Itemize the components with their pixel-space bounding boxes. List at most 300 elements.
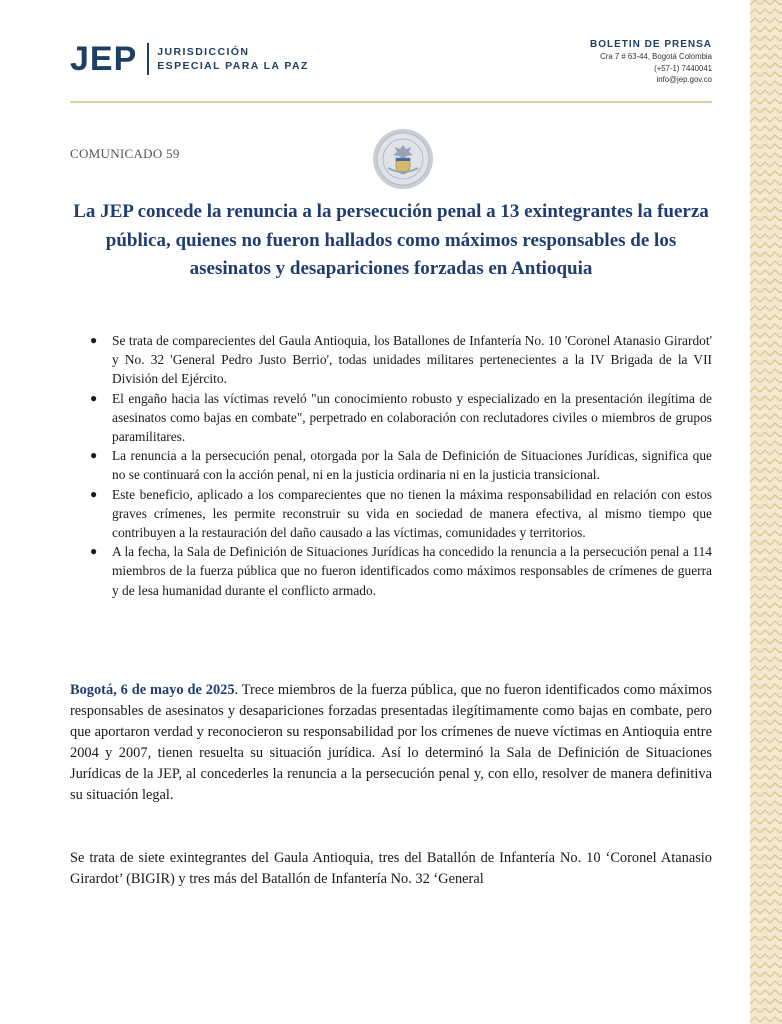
chevron-mark	[750, 36, 760, 41]
chevron-mark	[750, 648, 760, 653]
contact-block	[590, 38, 712, 86]
chevron-mark	[760, 72, 770, 77]
chevron-mark	[760, 639, 770, 644]
chevron-mark	[760, 990, 770, 995]
bullet-dot-icon: ●	[90, 448, 98, 463]
chevron-mark	[760, 180, 770, 185]
chevron-mark	[750, 774, 760, 779]
chevron-mark	[750, 666, 760, 671]
chevron-mark	[770, 450, 780, 455]
chevron-mark	[750, 837, 760, 842]
chevron-mark	[750, 333, 760, 338]
chevron-mark	[760, 612, 770, 617]
chevron-mark	[760, 891, 770, 896]
chevron-mark	[770, 477, 780, 482]
chevron-mark	[770, 999, 780, 1004]
logo-divider	[147, 43, 149, 75]
chevron-mark	[770, 108, 780, 113]
chevron-mark	[760, 792, 770, 797]
chevron-mark	[750, 468, 760, 473]
chevron-mark	[770, 666, 780, 671]
chevron-mark	[760, 108, 770, 113]
chevron-mark	[750, 207, 760, 212]
chevron-mark	[750, 729, 760, 734]
chevron-mark	[770, 936, 780, 941]
chevron-mark	[770, 1008, 780, 1013]
chevron-mark	[760, 441, 770, 446]
chevron-mark	[770, 18, 780, 23]
chevron-mark	[750, 819, 760, 824]
chevron-mark	[750, 927, 760, 932]
chevron-mark	[750, 9, 760, 14]
chevron-mark	[770, 846, 780, 851]
chevron-mark	[770, 423, 780, 428]
chevron-mark	[750, 702, 760, 707]
chevron-mark	[760, 648, 770, 653]
chevron-mark	[760, 495, 770, 500]
chevron-mark	[760, 711, 770, 716]
chevron-mark	[770, 387, 780, 392]
chevron-mark	[760, 675, 770, 680]
chevron-mark	[750, 423, 760, 428]
chevron-mark	[770, 144, 780, 149]
bullet-text: Este beneficio, aplicado a los comparecientes que no tienen la máxima responsabilidad en relación con estos graves crímenes, les permite reconstruir su vida en sociedad de manera efectiva, al mismo tiempo que contribuyen a la restauración del daño causado a las víctimas, comunidades y territorios.	[112, 486, 712, 541]
chevron-mark	[760, 279, 770, 284]
chevron-mark	[750, 414, 760, 419]
chevron-mark	[770, 297, 780, 302]
chevron-mark	[760, 999, 770, 1004]
chevron-mark	[760, 540, 770, 545]
chevron-mark	[770, 540, 780, 545]
chevron-mark	[750, 162, 760, 167]
chevron-mark	[760, 1008, 770, 1013]
chevron-mark	[760, 207, 770, 212]
chevron-mark	[750, 297, 760, 302]
chevron-mark	[770, 972, 780, 977]
chevron-mark	[750, 90, 760, 95]
chevron-mark	[760, 459, 770, 464]
chevron-mark	[770, 801, 780, 806]
chevron-mark	[760, 837, 770, 842]
chevron-mark	[750, 918, 760, 923]
chevron-mark	[750, 972, 760, 977]
chevron-mark	[760, 423, 770, 428]
chevron-mark	[750, 567, 760, 572]
bullet-dot-icon: ●	[90, 544, 98, 559]
chevron-mark	[750, 0, 760, 5]
chevron-mark	[770, 36, 780, 41]
chevron-mark	[770, 270, 780, 275]
chevron-mark	[750, 108, 760, 113]
chevron-mark	[750, 72, 760, 77]
chevron-mark	[770, 720, 780, 725]
summary-bullet	[90, 485, 712, 543]
chevron-mark	[760, 630, 770, 635]
chevron-mark	[760, 405, 770, 410]
chevron-mark	[750, 504, 760, 509]
chevron-mark	[770, 72, 780, 77]
chevron-mark	[770, 333, 780, 338]
chevron-mark	[770, 189, 780, 194]
paragraph-1-text: . Trece miembros de la fuerza pública, que no fueron identificados como máximos responsables de asesinatos y desapariciones forzadas presentadas ilegítimamente como bajas en combate, pero que aportaron verdad y reconocieron su responsabilidad por los crímenes de nueve víctimas en Antioquia entre 2004 y 2007, tienen resuelta su situación jurídica. Así lo determinó la Sala de Definición de Situaciones Jurídicas de la JEP, al concederles la renuncia a la persecución penal y, con ello, resolver de manera definitiva su situación legal.	[70, 682, 712, 803]
chevron-mark	[750, 684, 760, 689]
chevron-mark	[760, 378, 770, 383]
chevron-mark	[770, 837, 780, 842]
chevron-mark	[750, 540, 760, 545]
chevron-mark	[760, 216, 770, 221]
chevron-mark	[770, 513, 780, 518]
chevron-mark	[750, 198, 760, 203]
chevron-mark	[760, 558, 770, 563]
chevron-mark	[770, 981, 780, 986]
chevron-mark	[760, 90, 770, 95]
communique-number: COMUNICADO 59	[70, 146, 180, 161]
chevron-mark	[750, 522, 760, 527]
chevron-mark	[760, 198, 770, 203]
chevron-mark	[750, 378, 760, 383]
chevron-mark	[750, 216, 760, 221]
chevron-mark	[760, 702, 770, 707]
chevron-mark	[750, 549, 760, 554]
chevron-mark	[760, 18, 770, 23]
chevron-mark	[760, 684, 770, 689]
chevron-mark	[760, 396, 770, 401]
chevron-mark	[760, 45, 770, 50]
chevron-mark	[770, 693, 780, 698]
chevron-mark	[770, 747, 780, 752]
chevron-mark	[770, 639, 780, 644]
chevron-mark	[750, 1008, 760, 1013]
chevron-mark	[770, 612, 780, 617]
chevron-mark	[760, 225, 770, 230]
chevron-mark	[770, 207, 780, 212]
chevron-mark	[770, 45, 780, 50]
chevron-mark	[760, 387, 770, 392]
chevron-mark	[750, 270, 760, 275]
chevron-mark	[750, 603, 760, 608]
chevron-mark	[760, 351, 770, 356]
chevron-mark	[770, 918, 780, 923]
chevron-mark	[770, 432, 780, 437]
chevron-mark	[760, 468, 770, 473]
chevron-mark	[770, 792, 780, 797]
chevron-mark	[770, 342, 780, 347]
logo-line-2: ESPECIAL PARA LA PAZ	[157, 60, 309, 72]
chevron-mark	[750, 342, 760, 347]
chevron-mark	[770, 54, 780, 59]
chevron-mark	[760, 117, 770, 122]
chevron-mark	[750, 324, 760, 329]
decorative-chevron-strip	[750, 0, 782, 1024]
chevron-mark	[770, 648, 780, 653]
chevron-mark	[770, 315, 780, 320]
chevron-mark	[750, 810, 760, 815]
chevron-mark	[760, 666, 770, 671]
chevron-mark	[760, 927, 770, 932]
chevron-mark	[770, 549, 780, 554]
chevron-mark	[760, 954, 770, 959]
chevron-mark	[760, 171, 770, 176]
chevron-mark	[760, 36, 770, 41]
chevron-mark	[750, 54, 760, 59]
summary-bullet	[90, 542, 712, 600]
chevron-mark	[760, 882, 770, 887]
chevron-mark	[760, 549, 770, 554]
chevron-mark	[760, 585, 770, 590]
chevron-mark	[770, 441, 780, 446]
chevron-mark	[770, 900, 780, 905]
chevron-mark	[770, 855, 780, 860]
chevron-mark	[760, 783, 770, 788]
chevron-mark	[750, 936, 760, 941]
chevron-mark	[770, 126, 780, 131]
chevron-mark	[760, 450, 770, 455]
chevron-mark	[760, 135, 770, 140]
chevron-mark	[750, 900, 760, 905]
chevron-mark	[770, 630, 780, 635]
summary-bullet	[90, 331, 712, 389]
body-paragraph-1	[70, 680, 712, 806]
chevron-mark	[760, 873, 770, 878]
chevron-mark	[750, 783, 760, 788]
chevron-mark	[750, 675, 760, 680]
chevron-mark	[760, 621, 770, 626]
chevron-mark	[770, 99, 780, 104]
chevron-mark	[770, 306, 780, 311]
chevron-mark	[760, 846, 770, 851]
chevron-mark	[770, 459, 780, 464]
chevron-mark	[770, 927, 780, 932]
chevron-mark	[760, 828, 770, 833]
bullet-text: A la fecha, la Sala de Definición de Situaciones Jurídicas ha concedido la renuncia a la persecución penal a 114 miembros de la fuerza pública que no fueron identificados como máximos responsables de crímenes de guerra y de lesa humanidad durante el conflicto armado.	[112, 544, 712, 598]
chevron-mark	[770, 864, 780, 869]
chevron-mark	[760, 522, 770, 527]
chevron-mark	[770, 558, 780, 563]
chevron-mark	[770, 279, 780, 284]
chevron-mark	[770, 702, 780, 707]
chevron-mark	[760, 810, 770, 815]
chevron-mark	[770, 963, 780, 968]
chevron-mark	[750, 765, 760, 770]
bullet-dot-icon: ●	[90, 390, 98, 405]
summary-bullet	[90, 389, 712, 447]
chevron-mark	[750, 261, 760, 266]
chevron-mark	[760, 972, 770, 977]
chevron-mark	[750, 513, 760, 518]
chevron-mark	[770, 711, 780, 716]
chevron-mark	[760, 126, 770, 131]
chevron-mark	[770, 576, 780, 581]
chevron-mark	[760, 909, 770, 914]
chevron-mark	[760, 765, 770, 770]
chevron-mark	[760, 252, 770, 257]
bulletin-title: BOLETIN DE PRENSA	[589, 39, 712, 50]
chevron-mark	[770, 603, 780, 608]
chevron-mark	[770, 873, 780, 878]
chevron-mark	[760, 936, 770, 941]
contact-email: info@jep.gov.co	[656, 75, 712, 84]
chevron-mark	[760, 81, 770, 86]
chevron-mark	[760, 576, 770, 581]
chevron-mark	[760, 360, 770, 365]
chevron-mark	[750, 801, 760, 806]
chevron-mark	[760, 189, 770, 194]
chevron-mark	[770, 738, 780, 743]
chevron-mark	[760, 819, 770, 824]
chevron-mark	[760, 945, 770, 950]
chevron-mark	[750, 432, 760, 437]
chevron-mark	[760, 99, 770, 104]
chevron-mark	[750, 756, 760, 761]
chevron-mark	[770, 882, 780, 887]
chevron-mark	[770, 621, 780, 626]
chevron-mark	[770, 990, 780, 995]
chevron-mark	[750, 846, 760, 851]
chevron-mark	[750, 909, 760, 914]
chevron-mark	[750, 945, 760, 950]
chevron-mark	[750, 171, 760, 176]
chevron-mark	[750, 45, 760, 50]
chevron-mark	[750, 576, 760, 581]
chevron-mark	[760, 774, 770, 779]
chevron-mark	[770, 288, 780, 293]
chevron-mark	[760, 981, 770, 986]
chevron-mark	[750, 639, 760, 644]
chevron-mark	[770, 774, 780, 779]
chevron-mark	[770, 243, 780, 248]
chevron-mark	[770, 756, 780, 761]
chevron-mark	[770, 729, 780, 734]
chevron-mark	[750, 99, 760, 104]
chevron-mark	[770, 765, 780, 770]
chevron-mark	[770, 396, 780, 401]
chevron-mark	[760, 756, 770, 761]
chevron-mark	[770, 225, 780, 230]
chevron-mark	[760, 693, 770, 698]
chevron-mark	[760, 729, 770, 734]
chevron-mark	[760, 603, 770, 608]
chevron-mark	[750, 315, 760, 320]
summary-bullets	[90, 331, 712, 600]
chevron-mark	[760, 333, 770, 338]
chevron-mark	[750, 153, 760, 158]
chevron-mark	[760, 864, 770, 869]
chevron-mark	[750, 450, 760, 455]
chevron-mark	[770, 180, 780, 185]
chevron-mark	[770, 675, 780, 680]
chevron-mark	[770, 81, 780, 86]
bullet-text: Se trata de comparecientes del Gaula Antioquia, los Batallones de Infantería No. 10 'Coronel Atanasio Girardot' y No. 32 'General Pedro Justo Berrio', todas unidades militares pertenecientes a la IV Brigada de la VII División del Ejército.	[112, 333, 712, 387]
chevron-mark	[770, 522, 780, 527]
chevron-mark	[750, 630, 760, 635]
chevron-mark	[760, 27, 770, 32]
chevron-mark	[750, 855, 760, 860]
chevron-mark	[750, 693, 760, 698]
chevron-mark	[760, 153, 770, 158]
chevron-mark	[760, 477, 770, 482]
chevron-mark	[760, 270, 770, 275]
chevron-mark	[750, 387, 760, 392]
chevron-mark	[770, 324, 780, 329]
chevron-mark	[760, 0, 770, 5]
chevron-mark	[760, 918, 770, 923]
chevron-mark	[770, 378, 780, 383]
chevron-mark	[750, 585, 760, 590]
chevron-mark	[760, 801, 770, 806]
chevron-mark	[750, 405, 760, 410]
chevron-mark	[770, 504, 780, 509]
chevron-mark	[750, 126, 760, 131]
chevron-mark	[750, 234, 760, 239]
chevron-mark	[750, 828, 760, 833]
chevron-mark	[770, 486, 780, 491]
chevron-mark	[750, 864, 760, 869]
chevron-mark	[760, 144, 770, 149]
chevron-mark	[760, 306, 770, 311]
header-divider	[70, 101, 712, 103]
chevron-mark	[750, 999, 760, 1004]
chevron-mark	[750, 27, 760, 32]
chevron-mark	[760, 288, 770, 293]
chevron-mark	[750, 81, 760, 86]
chevron-mark	[750, 486, 760, 491]
chevron-mark	[770, 810, 780, 815]
chevron-mark	[750, 882, 760, 887]
chevron-mark	[770, 531, 780, 536]
chevron-mark	[770, 369, 780, 374]
chevron-mark	[760, 531, 770, 536]
chevron-mark	[750, 396, 760, 401]
chevron-mark	[760, 342, 770, 347]
chevron-mark	[770, 135, 780, 140]
chevron-mark	[750, 954, 760, 959]
chevron-mark	[760, 747, 770, 752]
chevron-mark	[750, 792, 760, 797]
chevron-mark	[750, 306, 760, 311]
chevron-mark	[750, 963, 760, 968]
chevron-mark	[770, 90, 780, 95]
chevron-mark	[750, 981, 760, 986]
chevron-mark	[750, 738, 760, 743]
chevron-mark	[750, 144, 760, 149]
chevron-mark	[750, 135, 760, 140]
jep-logo	[70, 42, 309, 76]
chevron-mark	[760, 432, 770, 437]
chevron-mark	[770, 468, 780, 473]
chevron-mark	[760, 243, 770, 248]
chevron-mark	[750, 531, 760, 536]
chevron-mark	[750, 558, 760, 563]
chevron-mark	[770, 360, 780, 365]
bullet-dot-icon: ●	[90, 486, 98, 501]
chevron-mark	[770, 684, 780, 689]
chevron-mark	[750, 369, 760, 374]
chevron-mark	[760, 234, 770, 239]
chevron-mark	[760, 414, 770, 419]
chevron-mark	[770, 954, 780, 959]
chevron-mark	[750, 477, 760, 482]
chevron-mark	[760, 720, 770, 725]
logo-acronym: JEP	[70, 40, 138, 78]
chevron-mark	[750, 711, 760, 716]
chevron-mark	[760, 261, 770, 266]
chevron-mark	[770, 783, 780, 788]
chevron-mark	[760, 738, 770, 743]
chevron-mark	[770, 819, 780, 824]
chevron-mark	[770, 234, 780, 239]
chevron-mark	[760, 324, 770, 329]
chevron-mark	[750, 873, 760, 878]
